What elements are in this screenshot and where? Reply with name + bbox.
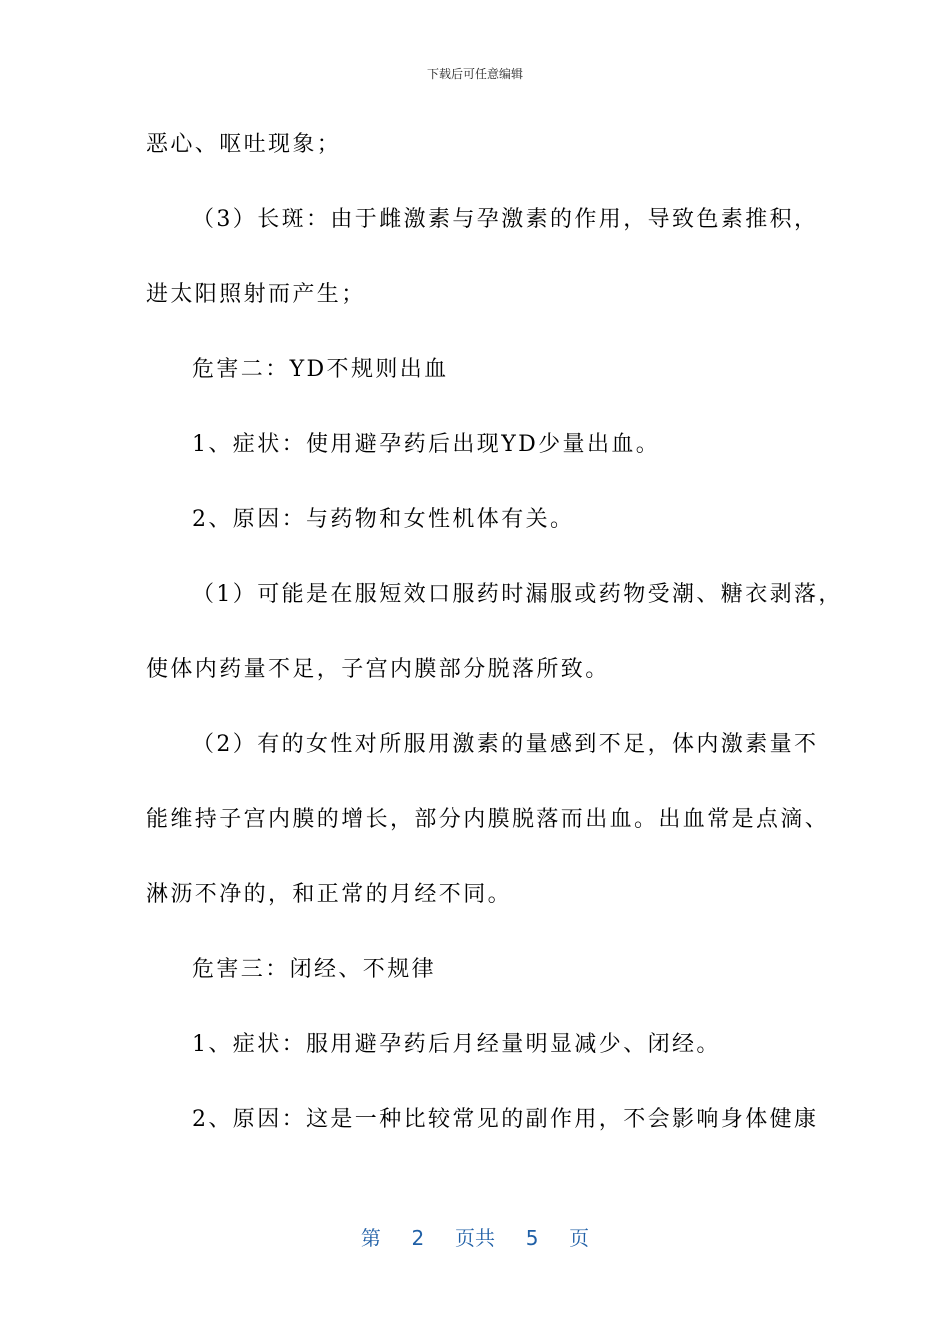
footer-prefix: 第 (360, 1226, 381, 1250)
footer-current-page: 2 (411, 1226, 425, 1250)
text-line-2: （3）长斑：由于雌激素与孕激素的作用，导致色素推积， (192, 207, 819, 232)
section-heading-2: 危害二：YD不规则出血 (192, 357, 449, 382)
text-line-7: （1）可能是在服短效口服药时漏服或药物受潮、糖衣剥落， (192, 582, 843, 607)
text-line-10: 能维持子宫内膜的增长，部分内膜脱落而出血。出血常是点滴、 (146, 807, 830, 832)
text-line-8: 使体内药量不足，子宫内膜部分脱落所致。 (146, 657, 610, 682)
page-footer (0, 1224, 950, 1252)
text-line-1: 恶心、呕吐现象； (146, 132, 342, 157)
text-line-13: 1、症状：服用避孕药后月经量明显减少、闭经。 (192, 1032, 721, 1057)
page-header: 下载后可任意编辑 (426, 67, 523, 81)
text-line-3: 进太阳照射而产生； (146, 282, 366, 307)
text-line-9: （2）有的女性对所服用激素的量感到不足，体内激素量不 (192, 732, 819, 757)
text-line-5: 1、症状：使用避孕药后出现YD少量出血。 (192, 432, 661, 457)
text-line-11: 淋沥不净的，和正常的月经不同。 (146, 882, 513, 907)
section-heading-3: 危害三：闭经、不规律 (192, 957, 437, 982)
footer-middle: 页共 (455, 1226, 495, 1250)
text-line-6: 2、原因：与药物和女性机体有关。 (192, 507, 575, 532)
footer-total-pages: 5 (525, 1226, 539, 1250)
footer-suffix: 页 (569, 1226, 590, 1250)
text-line-14: 2、原因：这是一种比较常见的副作用，不会影响身体健康 (192, 1107, 819, 1132)
